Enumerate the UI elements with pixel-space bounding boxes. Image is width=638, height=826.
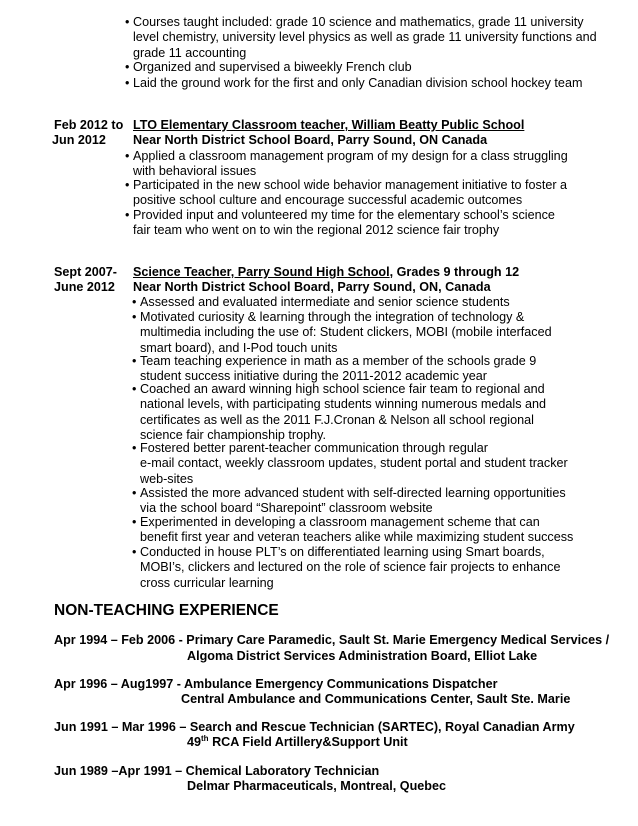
job-title: Science Teacher, Parry Sound High School: [133, 265, 390, 279]
bullet-icon: •: [125, 208, 130, 222]
entry-line: Apr 1994 – Feb 2006 - Primary Care Paramedic, Sault St. Marie Emergency Medical Services /: [54, 633, 610, 647]
job-date-end: Jun 2012: [52, 133, 106, 147]
job-title-line: [133, 265, 519, 280]
list-item: • Assisted the more advanced student with self-directed learning opportunities via the school board “Sharepoint” classroom website: [132, 486, 566, 516]
list-item: • Coached an award winning high school science fair team to regional and national levels, with participating students winning numerous medals and certificates as well as the 2011 F.J.Cronan & Nelson all school regional science fair championship trophy.: [132, 382, 547, 443]
bullet-icon: •: [125, 149, 130, 163]
bullet-icon: •: [132, 382, 137, 396]
entry-line: Jun 1989 –Apr 1991 – Chemical Laboratory Technician: [54, 764, 380, 778]
job-grades: , Grades 9 through 12: [389, 265, 520, 279]
job-date-end: June 2012: [54, 280, 115, 294]
bullet-icon: •: [132, 354, 137, 368]
job-title: LTO Elementary Classroom teacher, William Beatty Public School: [133, 118, 525, 132]
list-item: • Applied a classroom management program of my design for a class struggling with behavioral issues: [125, 149, 568, 179]
job-date-start: Sept 2007-: [54, 265, 117, 279]
entry-employer: 49th RCA Field Artillery&Support Unit: [187, 733, 408, 749]
bullet-icon: •: [132, 486, 137, 500]
entry-employer: Central Ambulance and Communications Center, Sault Ste. Marie: [181, 692, 571, 706]
entry-employer: Algoma District Services Administration Board, Elliot Lake: [187, 649, 538, 663]
list-item: • Team teaching experience in math as a member of the schools grade 9 student success initiative during the 2011-2012 academic year: [132, 354, 537, 384]
bullet-icon: •: [132, 515, 137, 529]
list-item: • Provided input and volunteered my time for the elementary school’s science fair team who went on to win the regional 2012 science fair trophy: [125, 208, 555, 238]
entry-employer: Delmar Pharmaceuticals, Montreal, Quebec: [187, 779, 446, 793]
list-item: • Participated in the new school wide behavior management initiative to foster a positive school culture and encourage successful academic outcomes: [125, 178, 568, 208]
list-item: • Experimented in developing a classroom management scheme that can benefit first year and veteran teachers alike while maximizing student success: [132, 515, 574, 545]
list-item: • Courses taught included: grade 10 science and mathematics, grade 11 university level chemistry, university level physics as well as grade 11 university functions and grade 11 accounting: [125, 15, 597, 60]
list-item: • Laid the ground work for the first and only Canadian division school hockey team: [125, 76, 583, 90]
bullet-icon: •: [125, 60, 130, 74]
bullet-icon: •: [132, 545, 137, 559]
bullet-icon: •: [132, 441, 137, 455]
entry-line: Apr 1996 – Aug1997 - Ambulance Emergency Communications Dispatcher: [54, 677, 498, 691]
bullet-icon: •: [132, 295, 137, 309]
bullet-icon: •: [125, 178, 130, 192]
job-employer: Near North District School Board, Parry Sound, ON Canada: [133, 133, 488, 147]
job-employer: Near North District School Board, Parry Sound, ON, Canada: [133, 280, 491, 294]
section-heading: NON-TEACHING EXPERIENCE: [54, 602, 279, 619]
job-date-start: Feb 2012 to: [54, 118, 124, 132]
entry-line: Jun 1991 – Mar 1996 – Search and Rescue Technician (SARTEC), Royal Canadian Army: [54, 720, 575, 734]
bullet-icon: •: [125, 76, 130, 90]
list-item: • Motivated curiosity & learning through the integration of technology & multimedia including the use of: Student clickers, MOBI (mobile interfaced smart board), and I-Pod touch units: [132, 310, 552, 355]
list-item: • Conducted in house PLT’s on differentiated learning using Smart boards, MOBI’s, clickers and lectured on the role of science fair projects to enhance cross curricular learning: [132, 545, 561, 590]
list-item: • Organized and supervised a biweekly French club: [125, 60, 412, 74]
bullet-icon: •: [132, 310, 137, 324]
list-item: • Fostered better parent-teacher communication through regular e-mail contact, weekly classroom updates, student portal and student tracker web-sites: [132, 441, 568, 486]
bullet-icon: •: [125, 15, 130, 29]
list-item: • Assessed and evaluated intermediate and senior science students: [132, 295, 510, 309]
